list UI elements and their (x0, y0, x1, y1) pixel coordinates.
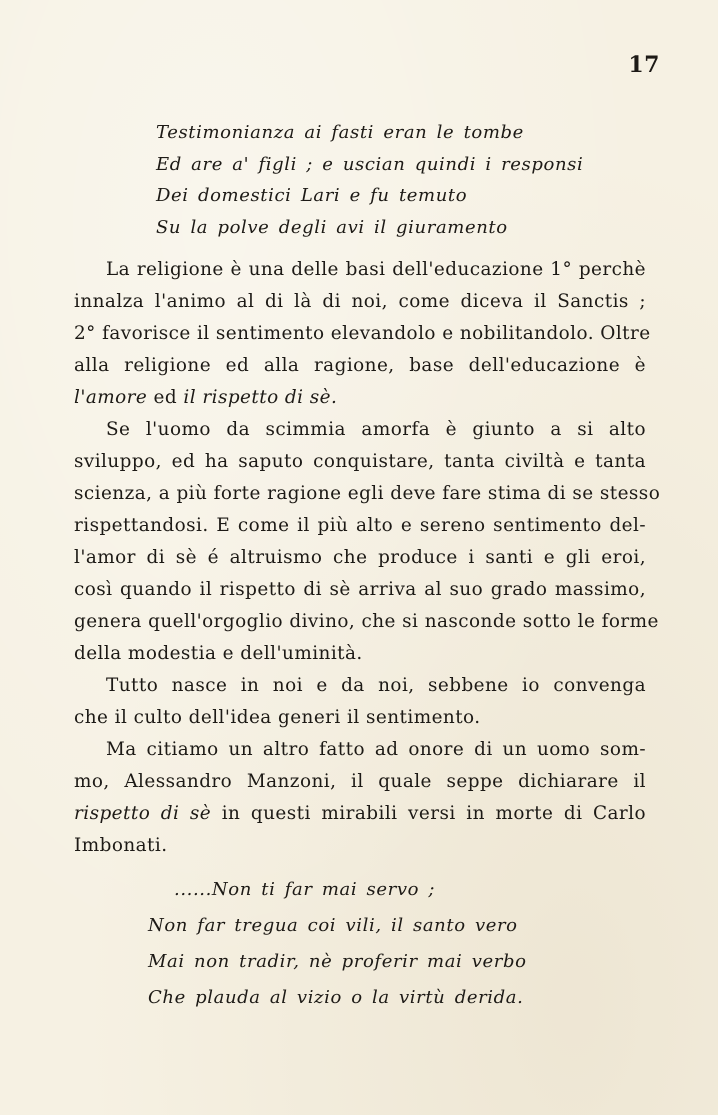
paragraph-manzoni (74, 734, 646, 862)
body-text (74, 254, 661, 862)
text-line: della modestia e dell'uminità. (74, 643, 363, 664)
emphasis: rispetto di sè (74, 803, 212, 824)
text-fragment: ed (147, 387, 184, 408)
text-line: alla religione ed alla ragione, base dell'educazione è (74, 355, 646, 376)
text-line: Se l'uomo da scimmia amorfa è giunto a si alto (106, 419, 646, 440)
paragraph-religion (74, 254, 651, 414)
text-line: innalza l'animo al di là di noi, come diceva il Sanctis ; (74, 291, 646, 312)
verse-line: Mai non tradir, nè proferir mai verbo (148, 951, 527, 972)
verse-line: Dei domestici Lari e fu temuto (156, 185, 468, 206)
verse-line: ......Non ti far mai servo ; (174, 879, 436, 900)
text-line: 2° favorisce il sentimento elevandolo e nobilitandolo. Oltre (74, 323, 651, 344)
opening-verse (156, 117, 656, 243)
text-line (74, 798, 646, 830)
manzoni-verse (148, 872, 648, 1016)
text-line: La religione è una delle basi dell'educazione 1° perchè (106, 259, 646, 280)
verse-line: Non far tregua coi vili, il santo vero (148, 915, 518, 936)
verse-line: Su la polve degli avi il giuramento (156, 216, 508, 238)
emphasis: il rispetto di sè. (183, 387, 338, 408)
text-line: sviluppo, ed ha saputo conquistare, tanta civiltà e tanta (74, 451, 646, 472)
page-number: 17 (628, 52, 660, 78)
verse-line: Testimonianza ai fasti eran le tombe (156, 122, 524, 143)
text-line: Tutto nasce in noi e da noi, sebbene io convenga (106, 675, 646, 696)
paragraph-rispetto (74, 414, 661, 670)
text-line: scienza, a più forte ragione egli deve fare stima di se stesso (74, 483, 661, 504)
text-line: Imbonati. (74, 835, 168, 856)
text-line: rispettandosi. E come il più alto e sereno sentimento del- (74, 515, 646, 536)
text-line: che il culto dell'idea generi il sentimento. (74, 707, 481, 728)
text-line: l'amor di sè é altruismo che produce i santi e gli eroi, (74, 547, 646, 568)
text-line: mo, Alessandro Manzoni, il quale seppe dichiarare il (74, 771, 646, 792)
text-fragment: in questi mirabili versi in morte di Carlo (211, 803, 646, 824)
emphasis: l'amore (74, 387, 148, 408)
text-line: Ma citiamo un altro fatto ad onore di un uomo som- (106, 739, 646, 760)
verse-line: Ed are a' figli ; e uscian quindi i responsi (156, 153, 584, 175)
paragraph-tutto (74, 670, 646, 734)
text-line (74, 382, 646, 414)
text-line: così quando il rispetto di sè arriva al suo grado massimo, (74, 579, 646, 600)
text-line: genera quell'orgoglio divino, che si nasconde sotto le forme (74, 611, 659, 632)
verse-line: Che plauda al vizio o la virtù derida. (148, 987, 524, 1008)
